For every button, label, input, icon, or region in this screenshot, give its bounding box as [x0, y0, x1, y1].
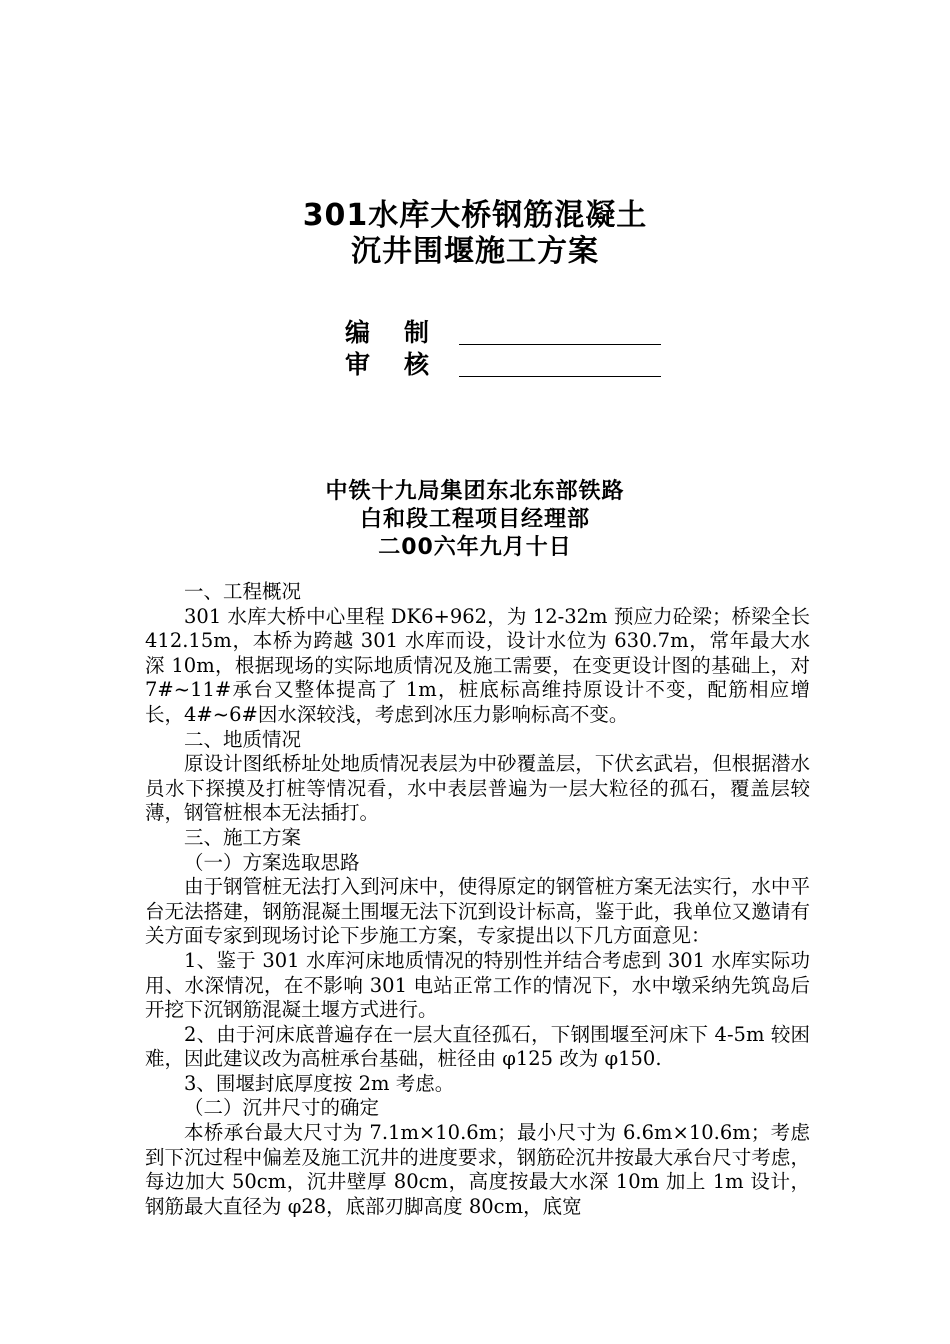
section-3-item-1: 1、鉴于 301 水库河床地质情况的特别性并结合考虑到 301 水库实际功用、水深情况，在不影响 301 电站正常工作的情况下，水中墩采纳先筑岛后开挖下沉钢筋混凝土堰方式进行。	[145, 948, 810, 1022]
reviewer-signature-line	[459, 376, 661, 377]
document-date: 二00六年九月十日	[378, 535, 572, 560]
reviewer-label: 审核	[345, 350, 464, 379]
editor-label: 编制	[345, 318, 464, 347]
editor-signature-row	[345, 318, 665, 348]
editor-signature-line	[459, 344, 661, 345]
section-3-subheading-2: （二）沉井尺寸的确定	[184, 1096, 380, 1120]
reviewer-signature-row	[345, 350, 665, 380]
section-1-heading: 一、工程概况	[184, 580, 302, 603]
document-body	[145, 580, 810, 1219]
organization-line-2: 白和段工程项目经理部	[359, 507, 590, 532]
section-3-subheading-1: （一）方案选取思路	[184, 850, 360, 874]
section-3-item-2: 2、由于河床底普遍存在一层大直径孤石，下钢围堰至河床下 4-5m 较困难，因此建议改为高桩承台基础，桩径由 φ125 改为 φ150.	[145, 1022, 810, 1071]
section-3-item-3: 3、围堰封底厚度按 2m 考虑。	[184, 1071, 455, 1095]
document-title-line-1: 301水库大桥钢筋混凝土	[302, 198, 648, 233]
section-3-paragraph-2: 本桥承台最大尺寸为 7.1m×10.6m；最小尺寸为 6.6m×10.6m；考虑到下沉过程中偏差及施工沉井的进度要求，钢筋砼沉井按最大承台尺寸考虑，每边加大 50cm，沉井壁厚 80cm，高度按最大水深 10m 加上 1m 设计，钢筋最大直径为 φ28，底部刃脚高度 80cm，底宽	[145, 1121, 810, 1218]
section-2-heading: 二、地质情况	[184, 727, 302, 751]
document-title-line-2: 沉井围堰施工方案	[351, 234, 599, 269]
section-2-paragraph: 原设计图纸桥址处地质情况表层为中砂覆盖层，下伏玄武岩，但根据潜水员水下探摸及打桩等情况看，水中表层普遍为一层大粒径的孤石，覆盖层较薄，钢管桩根本无法插打。	[145, 752, 810, 825]
section-3-heading: 三、施工方案	[184, 825, 302, 849]
organization-line-1: 中铁十九局集团东北东部铁路	[325, 479, 625, 504]
section-3-paragraph-1: 由于钢管桩无法打入到河床中，使得原定的钢管桩方案无法实行，水中平台无法搭建，钢筋混凝土围堰无法下沉到设计标高，鉴于此，我单位又邀请有关方面专家到现场讨论下步施工方案，专家提出以下几方面意见：	[145, 875, 810, 948]
section-1-paragraph: 301 水库大桥中心里程 DK6+962，为 12-32m 预应力砼梁；桥梁全长 412.15m，本桥为跨越 301 水库而设，设计水位为 630.7m，常年最大水深 10m，根据现场的实际地质情况及施工需要，在变更设计图的基础上，对 7#~11#承台又整体提高了 1m，桩底标高维持原设计不变，配筋相应增长，4#~6#因水深较浅，考虑到冰压力影响标高不变。	[145, 604, 810, 726]
